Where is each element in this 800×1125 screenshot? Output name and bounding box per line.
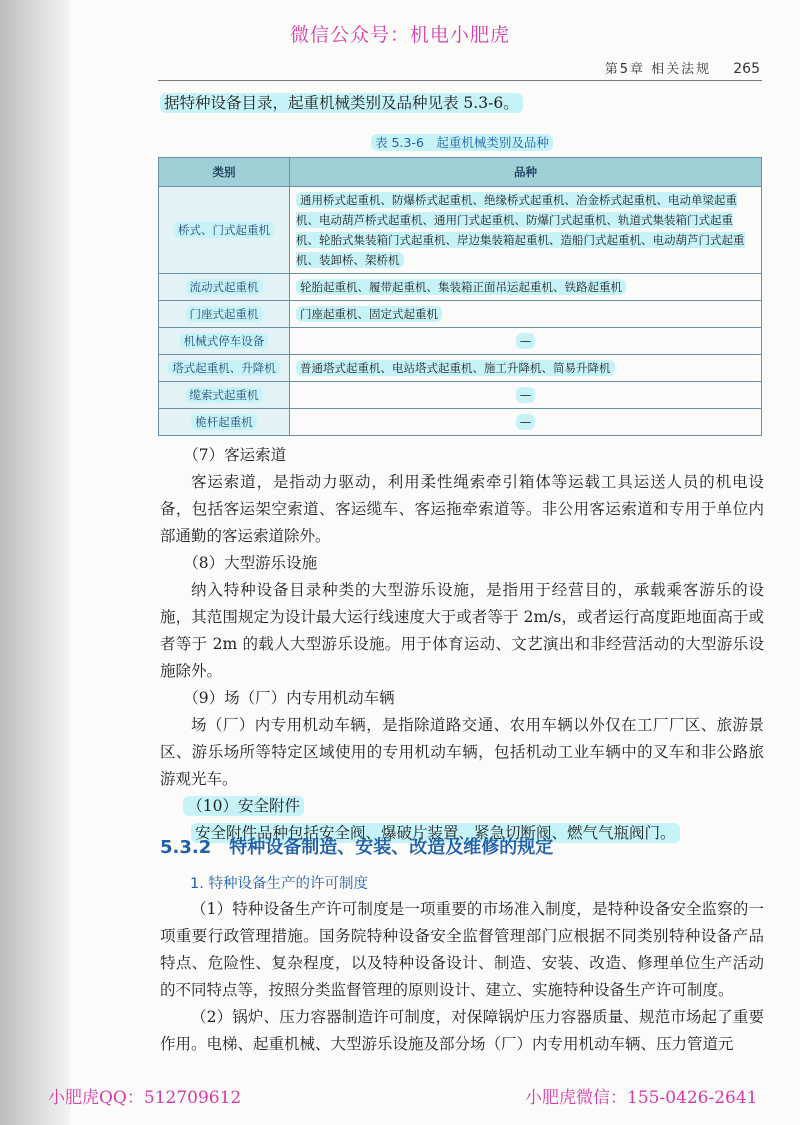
item-10-title: （10）安全附件 [183,796,304,816]
section-paragraph-2: （2）锅炉、压力容器制造许可制度，对保障锅炉压力容器质量、规范市场起了重要作用。电梯、起重机械、大型游乐设施及部分场（厂）内专用机动车辆、压力管道元 [160,1008,764,1053]
column-header-category: 类别 [159,158,290,187]
intro-text: 据特种设备目录，起重机械类别及品种见表 5.3-6。 [160,93,523,113]
intro-paragraph [160,92,523,114]
section-body [160,896,764,1058]
section-number: 5.3.2 [160,837,212,858]
varieties-cell: 门座起重机、固定式起重机 [290,301,762,328]
table-row [159,301,762,328]
table-header-row [159,158,762,187]
category-cell: 门座式起重机 [159,301,290,328]
table-row [159,274,762,301]
crane-categories-table [158,157,762,436]
book-spine-shadow [0,0,70,1125]
table-caption-text: 表 5.3-6 起重机械类别及品种 [371,134,553,151]
varieties-cell: 通用桥式起重机、防爆桥式起重机、绝缘桥式起重机、冶金桥式起重机、电动单梁起重机、电动葫芦桥式起重机、通用门式起重机、防爆门式起重机、轨道式集装箱门式起重机、轮胎式集装箱门式起重机、岸边集装箱起重机、造船门式起重机、电动葫芦门式起重机、装卸桥、架桥机 [290,187,762,274]
category-cell: 桅杆起重机 [159,409,290,436]
category-cell: 缆索式起重机 [159,382,290,409]
section-title: 特种设备制造、安装、改造及维修的规定 [229,837,554,858]
item-9-title: （9）场（厂）内专用机动车辆 [183,689,395,707]
category-cell: 机械式停车设备 [159,328,290,355]
table-row [159,409,762,436]
item-9-body: 场（厂）内专用机动车辆，是指除道路交通、农用车辆以外仅在工厂厂区、旅游景区、游乐场所等特定区域使用的专用机动车辆，包括机动工业车辆中的叉车和非公路旅游观光车。 [160,716,764,788]
item-8-body: 纳入特种设备目录种类的大型游乐设施，是指用于经营目的，承载乘客游乐的设施，其范围规定为设计最大运行线速度大于或者等于 2m/s，或者运行高度距地面高于或者等于 2m 的载人大型游乐设施。用于体育运动、文艺演出和非经营活动的大型游乐设施除外。 [160,581,764,680]
column-header-varieties: 品种 [290,158,762,187]
category-cell: 塔式起重机、升降机 [159,355,290,382]
header-rule [158,80,762,81]
varieties-cell: — [290,382,762,409]
item-10-body: 安全附件品种包括安全阀、爆破片装置、紧急切断阀、燃气气瓶阀门。 [191,823,680,843]
varieties-cell: 轮胎起重机、履带起重机、集装箱正面吊运起重机、铁路起重机 [290,274,762,301]
table-row [159,382,762,409]
item-7-body: 客运索道，是指动力驱动，利用柔性绳索牵引箱体等运载工具运送人员的机电设备，包括客运架空索道、客运缆车、客运拖牵索道等。非公用客运索道和专用于单位内部通勤的客运索道除外。 [160,473,764,545]
chapter-title: 第5章 相关法规 [604,62,712,77]
watermark-top: 微信公众号：机电小肥虎 [289,24,510,46]
item-10-title-line [160,793,764,820]
table-row [159,355,762,382]
table-caption [160,133,764,151]
varieties-cell: — [290,328,762,355]
running-header [605,58,760,77]
section-heading [160,833,553,859]
item-7-title: （7）客运索道 [183,446,287,464]
varieties-cell: — [290,409,762,436]
category-cell: 桥式、门式起重机 [159,187,290,274]
subsection-heading: 1. 特种设备生产的许可制度 [190,876,368,892]
items-block [160,442,764,847]
table-row [159,187,762,274]
category-cell: 流动式起重机 [159,274,290,301]
table-row [159,328,762,355]
varieties-cell: 普通塔式起重机、电站塔式起重机、施工升降机、简易升降机 [290,355,762,382]
section-paragraph-1: （1）特种设备生产许可制度是一项重要的市场准入制度，是特种设备安全监察的一项重要行政管理措施。国务院特种设备安全监督管理部门应根据不同类别特种设备产品特点、危险性、复杂程度，以及特种设备设计、制造、安装、改造、修理单位生产活动的不同特点等，按照分类监督管理的原则设计、建立、实施特种设备生产许可制度。 [160,900,764,999]
item-8-title: （8）大型游乐设施 [183,554,318,572]
page-number: 265 [733,61,760,77]
watermark-qq: 小肥虎QQ：512709612 [48,1088,242,1108]
watermark-wechat: 小肥虎微信：155-0426-2641 [525,1088,758,1108]
